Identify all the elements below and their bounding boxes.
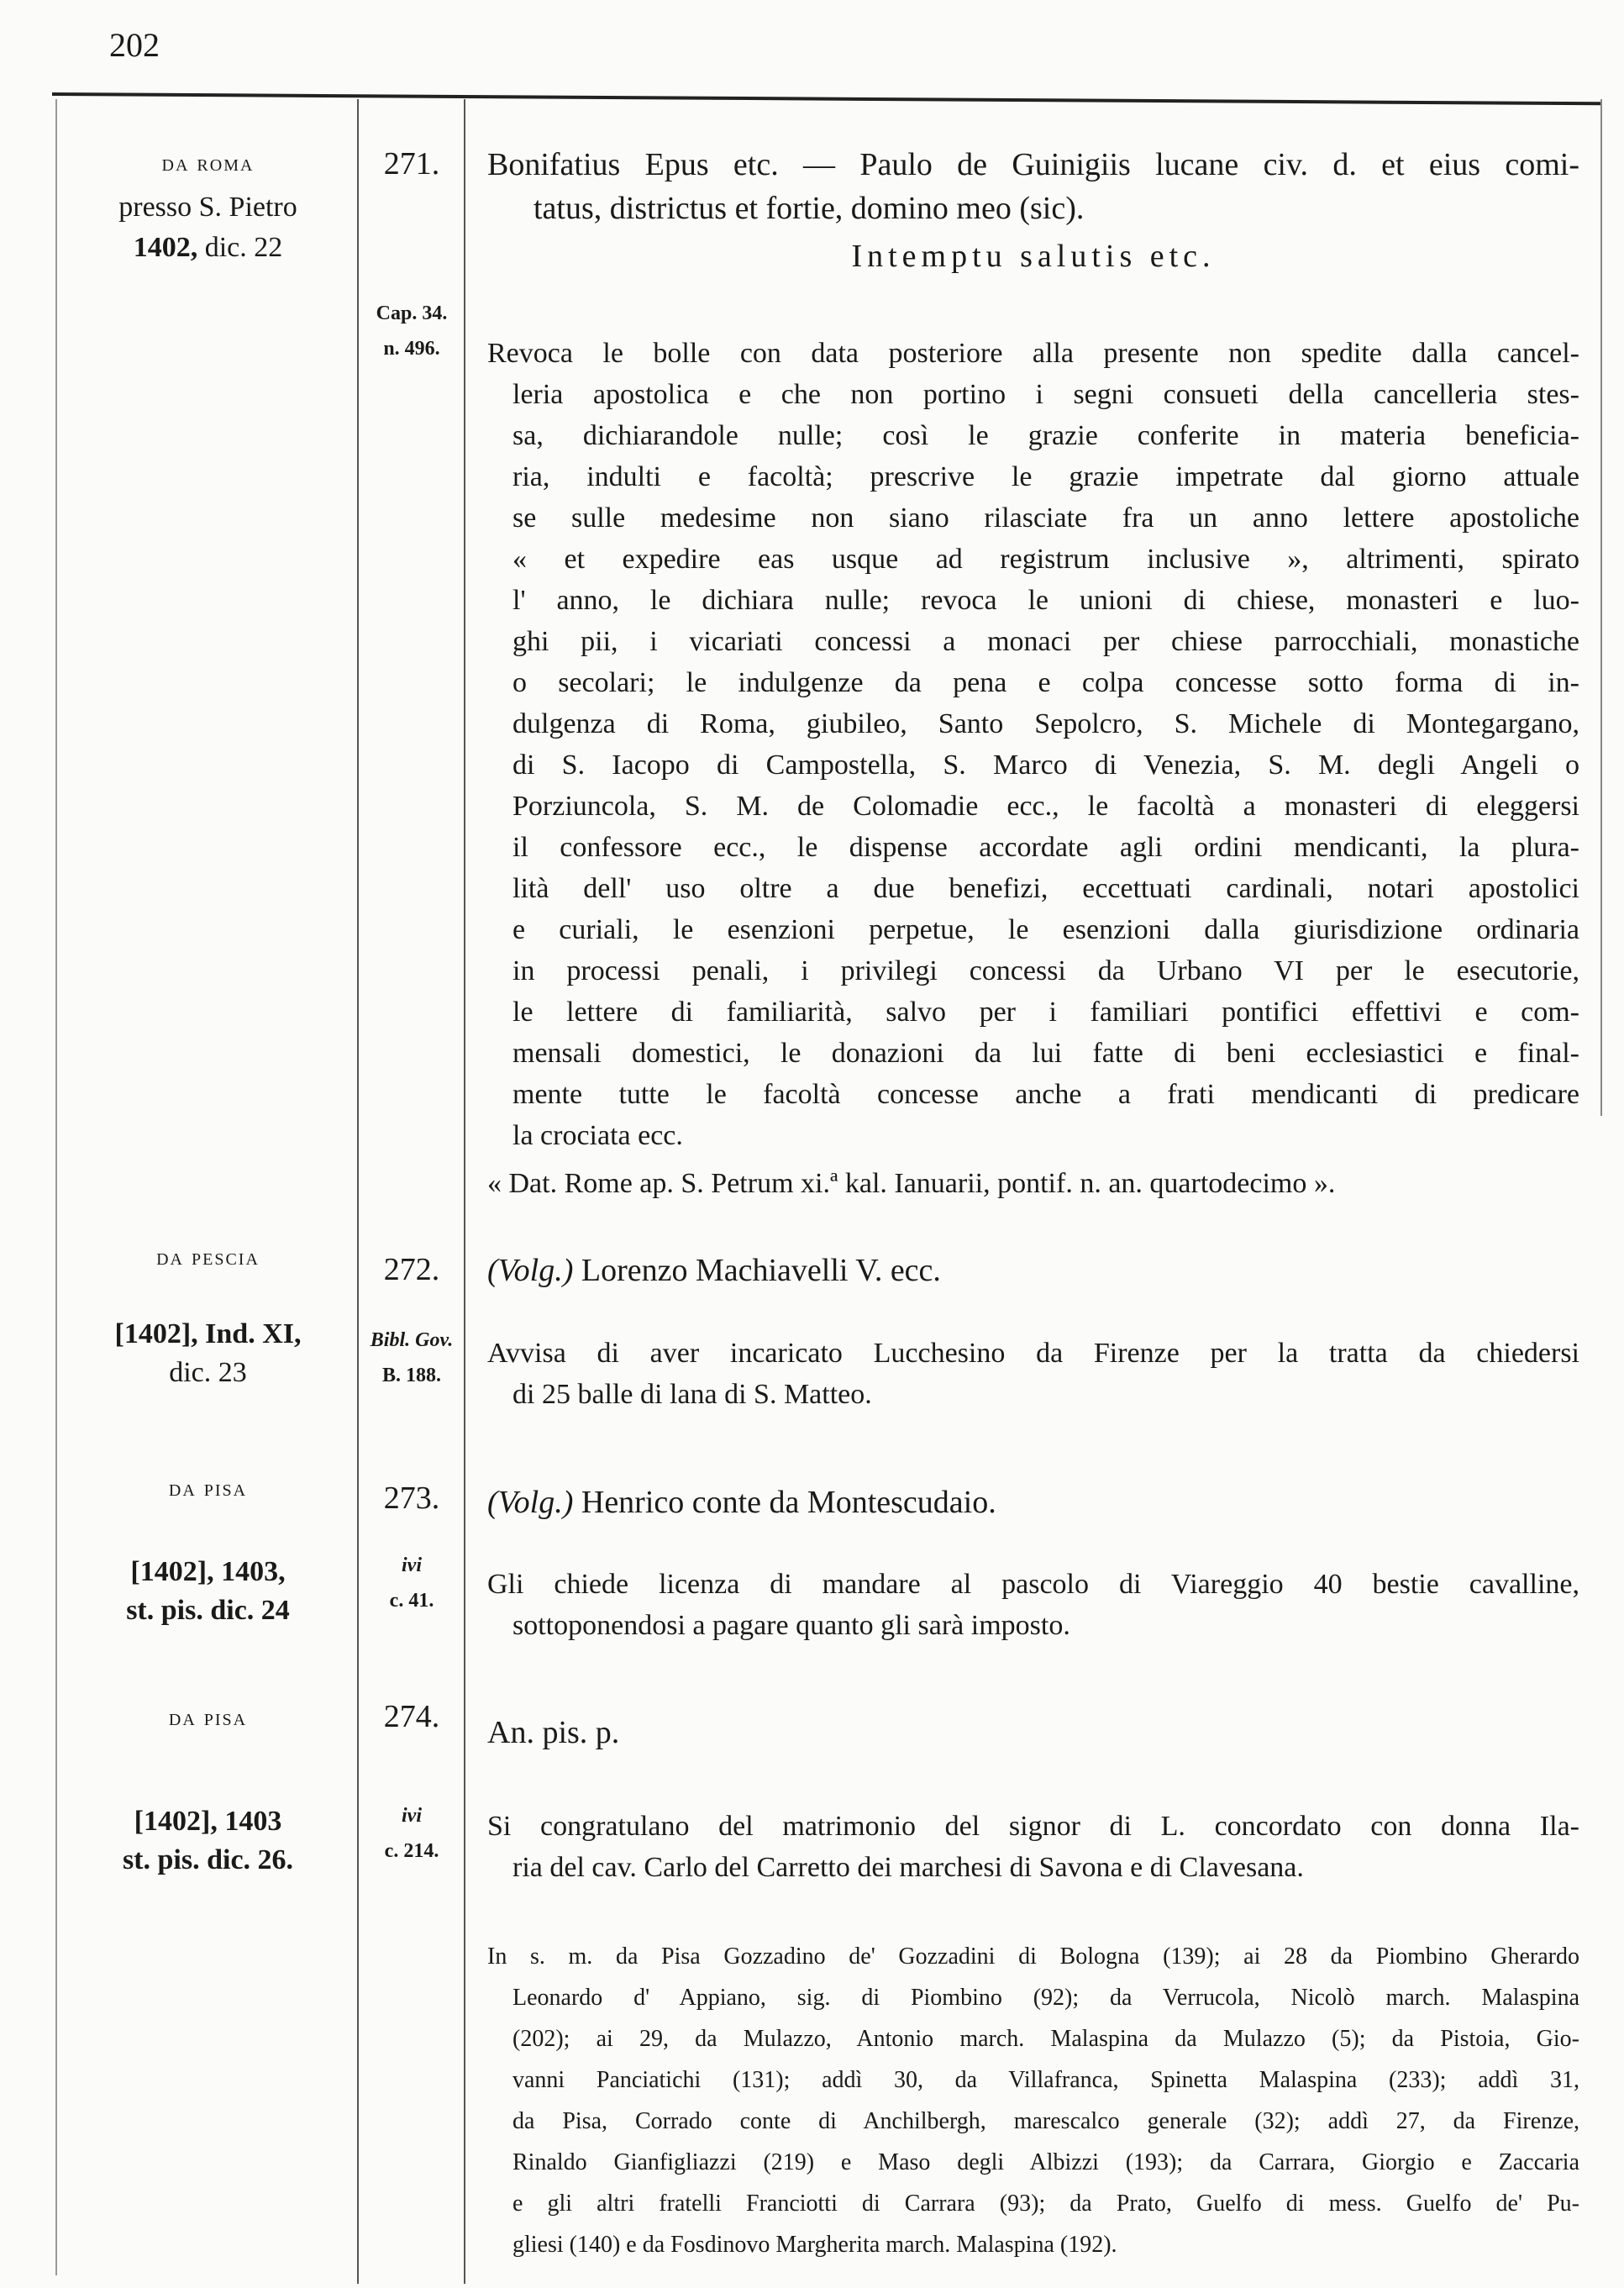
- text-line: sa, dichiarandole nulle; così le grazie conferite in materia beneficia-: [512, 420, 1579, 451]
- entry-place: da pescia: [156, 1244, 260, 1270]
- text-line: da Pisa, Corrado conte di Anchilbergh, marescalco generale (32); addì 27, da Firenze,: [512, 2108, 1579, 2134]
- text-line: ghi pii, i vicariati concessi a monaci per chiese parrocchiali, monastiche: [512, 626, 1579, 657]
- column-divider-2: [464, 99, 465, 2284]
- entry-salutation: Intemptu salutis etc.: [851, 239, 1216, 274]
- text-line: Avvisa di aver incaricato Lucchesino da Firenze per la tratta da chiedersi: [487, 1338, 1579, 1369]
- entry-reference: [361, 1323, 462, 1393]
- entry-number: 272.: [383, 1252, 440, 1287]
- entry-number: 274.: [383, 1699, 440, 1734]
- entry-reference: [361, 1798, 462, 1869]
- date-line: [1402], 1403,: [130, 1556, 286, 1587]
- entry-heading: [487, 1249, 1579, 1292]
- entry-date: [59, 1553, 357, 1630]
- entry-summary: [487, 333, 1579, 1156]
- footnote: [487, 1936, 1579, 2265]
- text-line: di S. Iacopo di Campostella, S. Marco di Venezia, S. M. degli Angeli o: [512, 750, 1579, 781]
- top-rule: [52, 92, 1602, 105]
- entry-place: da pisa: [168, 1475, 248, 1502]
- reference-line: n. 496.: [383, 338, 440, 360]
- text-line: lità dell' uso oltre a due benefizi, eccettuati cardinali, notari apostolici: [512, 873, 1579, 904]
- text-line: (202); ai 29, da Mulazzo, Antonio march. Malaspina da Mulazzo (5); da Pistoia, Gio-: [512, 2026, 1579, 2052]
- date-line: st. pis. dic. 24: [126, 1595, 290, 1626]
- heading-text: Lorenzo Machiavelli V. ecc.: [573, 1253, 941, 1288]
- text-line: se sulle medesime non siano rilasciate fra un anno lettere apostoliche: [512, 502, 1579, 534]
- left-border: [55, 99, 57, 2275]
- text-line: e curiali, le esenzioni perpetue, le esenzioni dalla giurisdizione ordinaria: [512, 914, 1579, 945]
- text-line: gliesi (140) e da Fosdinovo Margherita march. Malaspina (192).: [512, 2232, 1117, 2258]
- entry-reference: [361, 1548, 462, 1618]
- reference-line: c. 214.: [384, 1840, 439, 1862]
- date-line: [1402], 1403: [134, 1806, 282, 1837]
- text-line: le lettere di familiarità, salvo per i familiari pontifici effettivi e com-: [512, 997, 1579, 1028]
- date-line: st. pis. dic. 26.: [122, 1844, 294, 1875]
- entry-dating-clause: « Dat. Rome ap. S. Petrum xi.ª kal. Ianuarii, pontif. n. an. quartodecimo ».: [487, 1168, 1336, 1199]
- text-line: il confessore ecc., le dispense accordate agli ordini mendicanti, la plura-: [512, 832, 1579, 863]
- text-line: Gli chiede licenza di mandare al pascolo di Viareggio 40 bestie cavalline,: [487, 1569, 1579, 1600]
- date-line: dic. 23: [169, 1357, 247, 1388]
- heading-text: Henrico conte da Montescudaio.: [573, 1485, 996, 1520]
- entry-date: [59, 1315, 357, 1392]
- text-line: di 25 balle di lana di S. Matteo.: [512, 1379, 872, 1410]
- entry-summary: [487, 1333, 1579, 1415]
- entry-number: 271.: [383, 146, 440, 181]
- entry-place: da roma: [161, 150, 255, 176]
- entry-heading: An. pis. p.: [487, 1715, 620, 1750]
- text-line: la crociata ecc.: [512, 1120, 683, 1151]
- entry-date: [59, 1802, 357, 1880]
- text-line: Leonardo d' Appiano, sig. di Piombino (92); da Verrucola, Nicolò march. Malaspina: [512, 1985, 1579, 2011]
- text-line: vanni Panciatichi (131); addì 30, da Villafranca, Spinetta Malaspina (233); addì 31,: [512, 2067, 1579, 2093]
- entry-place: da pisa: [168, 1705, 248, 1731]
- text-line: dulgenza di Roma, giubileo, Santo Sepolcro, S. Michele di Montegargano,: [512, 708, 1579, 739]
- page-number: 202: [109, 26, 160, 64]
- entry-heading: [487, 143, 1579, 230]
- heading-prefix: (Volg.): [487, 1485, 574, 1520]
- text-line: e gli altri fratelli Franciotti di Carrara (93); da Prato, Guelfo di mess. Guelfo de' Pu-: [512, 2191, 1579, 2217]
- text-line: Rinaldo Gianfigliazzi (219) e Maso degli Albizzi (193); da Carrara, Giorgio e Zaccaria: [512, 2149, 1579, 2175]
- entry-reference: [361, 296, 462, 366]
- text-line: in processi penali, i privilegi concessi da Urbano VI per le esecutorie,: [512, 955, 1579, 986]
- entry-date: [59, 229, 357, 267]
- entry-date-year: 1402,: [133, 232, 198, 263]
- reference-line: Cap. 34.: [376, 302, 448, 324]
- entry-date-rest: dic. 22: [197, 232, 283, 263]
- text-line: mente tutte le facoltà concesse anche a frati mendicanti di predicare: [512, 1079, 1579, 1110]
- reference-line: c. 41.: [389, 1590, 434, 1612]
- text-line: In s. m. da Pisa Gozzadino de' Gozzadini di Bologna (139); ai 28 da Piombino Gherardo: [487, 1943, 1579, 1970]
- reference-line: ivi: [402, 1554, 422, 1576]
- text-line: Si congratulano del matrimonio del signor di L. concordato con donna Ila-: [487, 1811, 1579, 1842]
- heading-line: tatus, districtus et fortie, domino meo (sic).: [533, 191, 1085, 226]
- text-line: sottoponendosi a pagare quanto gli sarà imposto.: [512, 1610, 1070, 1641]
- text-line: ria, indulti e facoltà; prescrive le grazie impetrate dal giorno attuale: [512, 461, 1579, 492]
- entry-heading: [487, 1481, 1579, 1524]
- text-line: mensali domestici, le donazioni da lui fatte di beni ecclesiastici e final-: [512, 1038, 1579, 1069]
- entry-place-detail: presso S. Pietro: [118, 192, 297, 223]
- text-line: leria apostolica e che non portino i segni consueti della cancelleria stes-: [512, 379, 1579, 410]
- column-divider-1: [357, 99, 359, 2284]
- text-line: o secolari; le indulgenze da pena e colpa concesse sotto forma di in-: [512, 667, 1579, 698]
- text-line: l' anno, le dichiara nulle; revoca le unioni di chiese, monasteri e luo-: [512, 585, 1579, 616]
- entry-number: 273.: [383, 1481, 440, 1516]
- reference-line: Bibl. Gov.: [370, 1329, 454, 1351]
- text-line: « et expedire eas usque ad registrum inclusive », altrimenti, spirato: [512, 544, 1579, 575]
- text-line: Porziuncola, S. M. de Colomadie ecc., le facoltà a monasteri di eleggersi: [512, 791, 1579, 822]
- date-line: [1402], Ind. XI,: [114, 1318, 302, 1349]
- heading-prefix: (Volg.): [487, 1253, 574, 1288]
- text-line: Revoca le bolle con data posteriore alla presente non spedite dalla cancel-: [487, 338, 1579, 369]
- heading-line: Bonifatius Epus etc. — Paulo de Guinigiis lucane civ. d. et eius comi-: [487, 147, 1579, 182]
- entry-summary: [487, 1564, 1579, 1646]
- entry-summary: [487, 1806, 1579, 1888]
- reference-line: B. 188.: [381, 1365, 441, 1386]
- reference-line: ivi: [402, 1805, 422, 1827]
- right-border: [1600, 99, 1602, 1116]
- text-line: ria del cav. Carlo del Carretto dei marchesi di Savona e di Clavesana.: [512, 1852, 1304, 1883]
